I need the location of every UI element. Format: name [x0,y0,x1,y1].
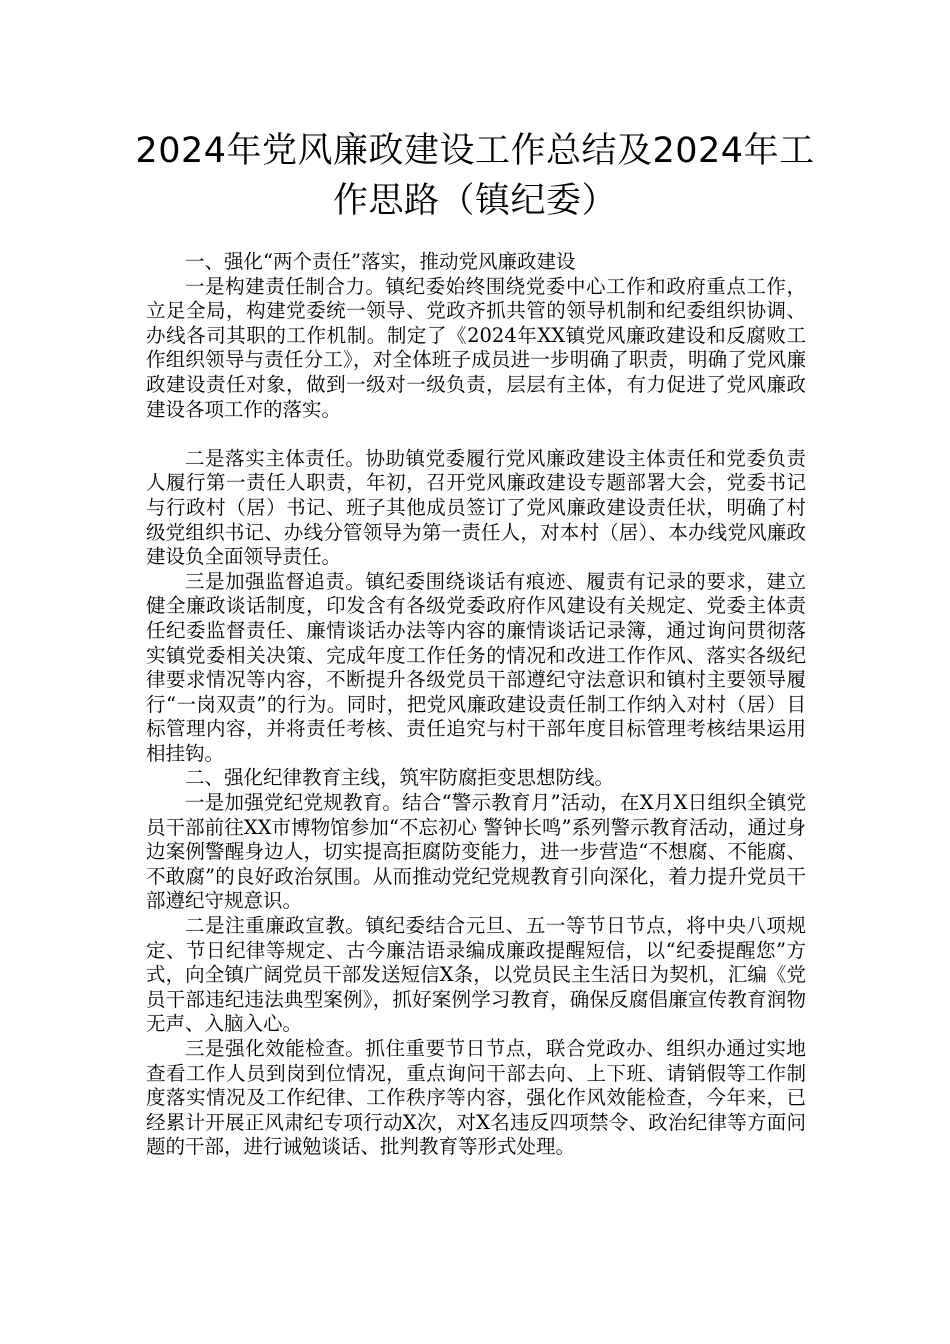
document-title: 2024年党风廉政建设工作总结及2024年工作思路（镇纪委） [135,131,815,221]
paragraph: 一是加强党纪党规教育。结合“警示教育月”活动，在X月X日组织全镇党员干部前往XX市博物馆参加“不忘初心 警钟长鸣”系列警示教育活动，通过身边案例警醒身边人，切实提高拒腐防变能力，进一步营造“不想腐、不能腐、不敢腐”的良好政治氛围。从而推动党纪党规教育引向深化，着力提升党员干部遵纪守规意识。 [146,791,806,913]
paragraph: 二是落实主体责任。协助镇党委履行党风廉政建设主体责任和党委负责人履行第一责任人职责，年初，召开党风廉政建设专题部署大会，党委书记与行政村（居）书记、班子其他成员签订了党风廉政建设责任状，明确了村级党组织书记、办线分管领导为第一责任人，对本村（居）、本办线党风廉政建设负全面领导责任。 [146,446,806,569]
paragraph: 三是强化效能检查。抓住重要节日节点，联合党政办、组织办通过实地查看工作人员到岗到位情况，重点询问干部去向、上下班、请销假等工作制度落实情况及工作纪律、工作秩序等内容，强化作风效能检查，今年来，已经累计开展正风肃纪专项行动X次，对X名违反四项禁令、政治纪律等方面问题的干部，进行诫勉谈话、批判教育等形式处理。 [146,1037,806,1159]
section-heading-1: 一、强化“两个责任”落实，推动党风廉政建设 [185,250,576,273]
paragraph: 二是注重廉政宣教。镇纪委结合元旦、五一等节日节点，将中央八项规定、节日纪律等规定、古今廉洁语录编成廉政提醒短信，以“纪委提醒您”方式，向全镇广阔党员干部发送短信X条，以党员民主生活日为契机，汇编《党员干部违纪违法典型案例》，抓好案例学习教育，确保反腐倡廉宣传教育润物无声、入脑入心。 [146,914,806,1036]
paragraph: 三是加强监督追责。镇纪委围绕谈话有痕迹、履责有记录的要求，建立健全廉政谈话制度，印发含有各级党委政府作风建设有关规定、党委主体责任纪委监督责任、廉情谈话办法等内容的廉情谈话记录簿，通过询问贯彻落实镇党委相关决策、完成年度工作任务的情况和改进工作作风、落实各级纪律要求情况等内容，不断提升各级党员干部遵纪守法意识和镇村主要领导履行“一岗双责”的行为。同时，把党风廉政建设责任制工作纳入对村（居）目标管理内容，并将责任考核、责任追究与村干部年度目标管理考核结果运用相挂钩。 [146,569,806,765]
section-heading-2: 二、强化纪律教育主线，筑牢防腐拒变思想防线。 [185,766,615,790]
paragraph: 一是构建责任制合力。镇纪委始终围绕党委中心工作和政府重点工作，立足全局，构建党委统一领导、党政齐抓共管的领导机制和纪委组织协调、办线各司其职的工作机制。制定了《2024年XX镇党风廉政建设和反腐败工作组织领导与责任分工》，对全体班子成员进一步明确了职责，明确了党风廉政建设责任对象，做到一级对一级负责，层层有主体，有力促进了党风廉政建设各项工作的落实。 [146,274,806,421]
document-body [146,250,806,1160]
